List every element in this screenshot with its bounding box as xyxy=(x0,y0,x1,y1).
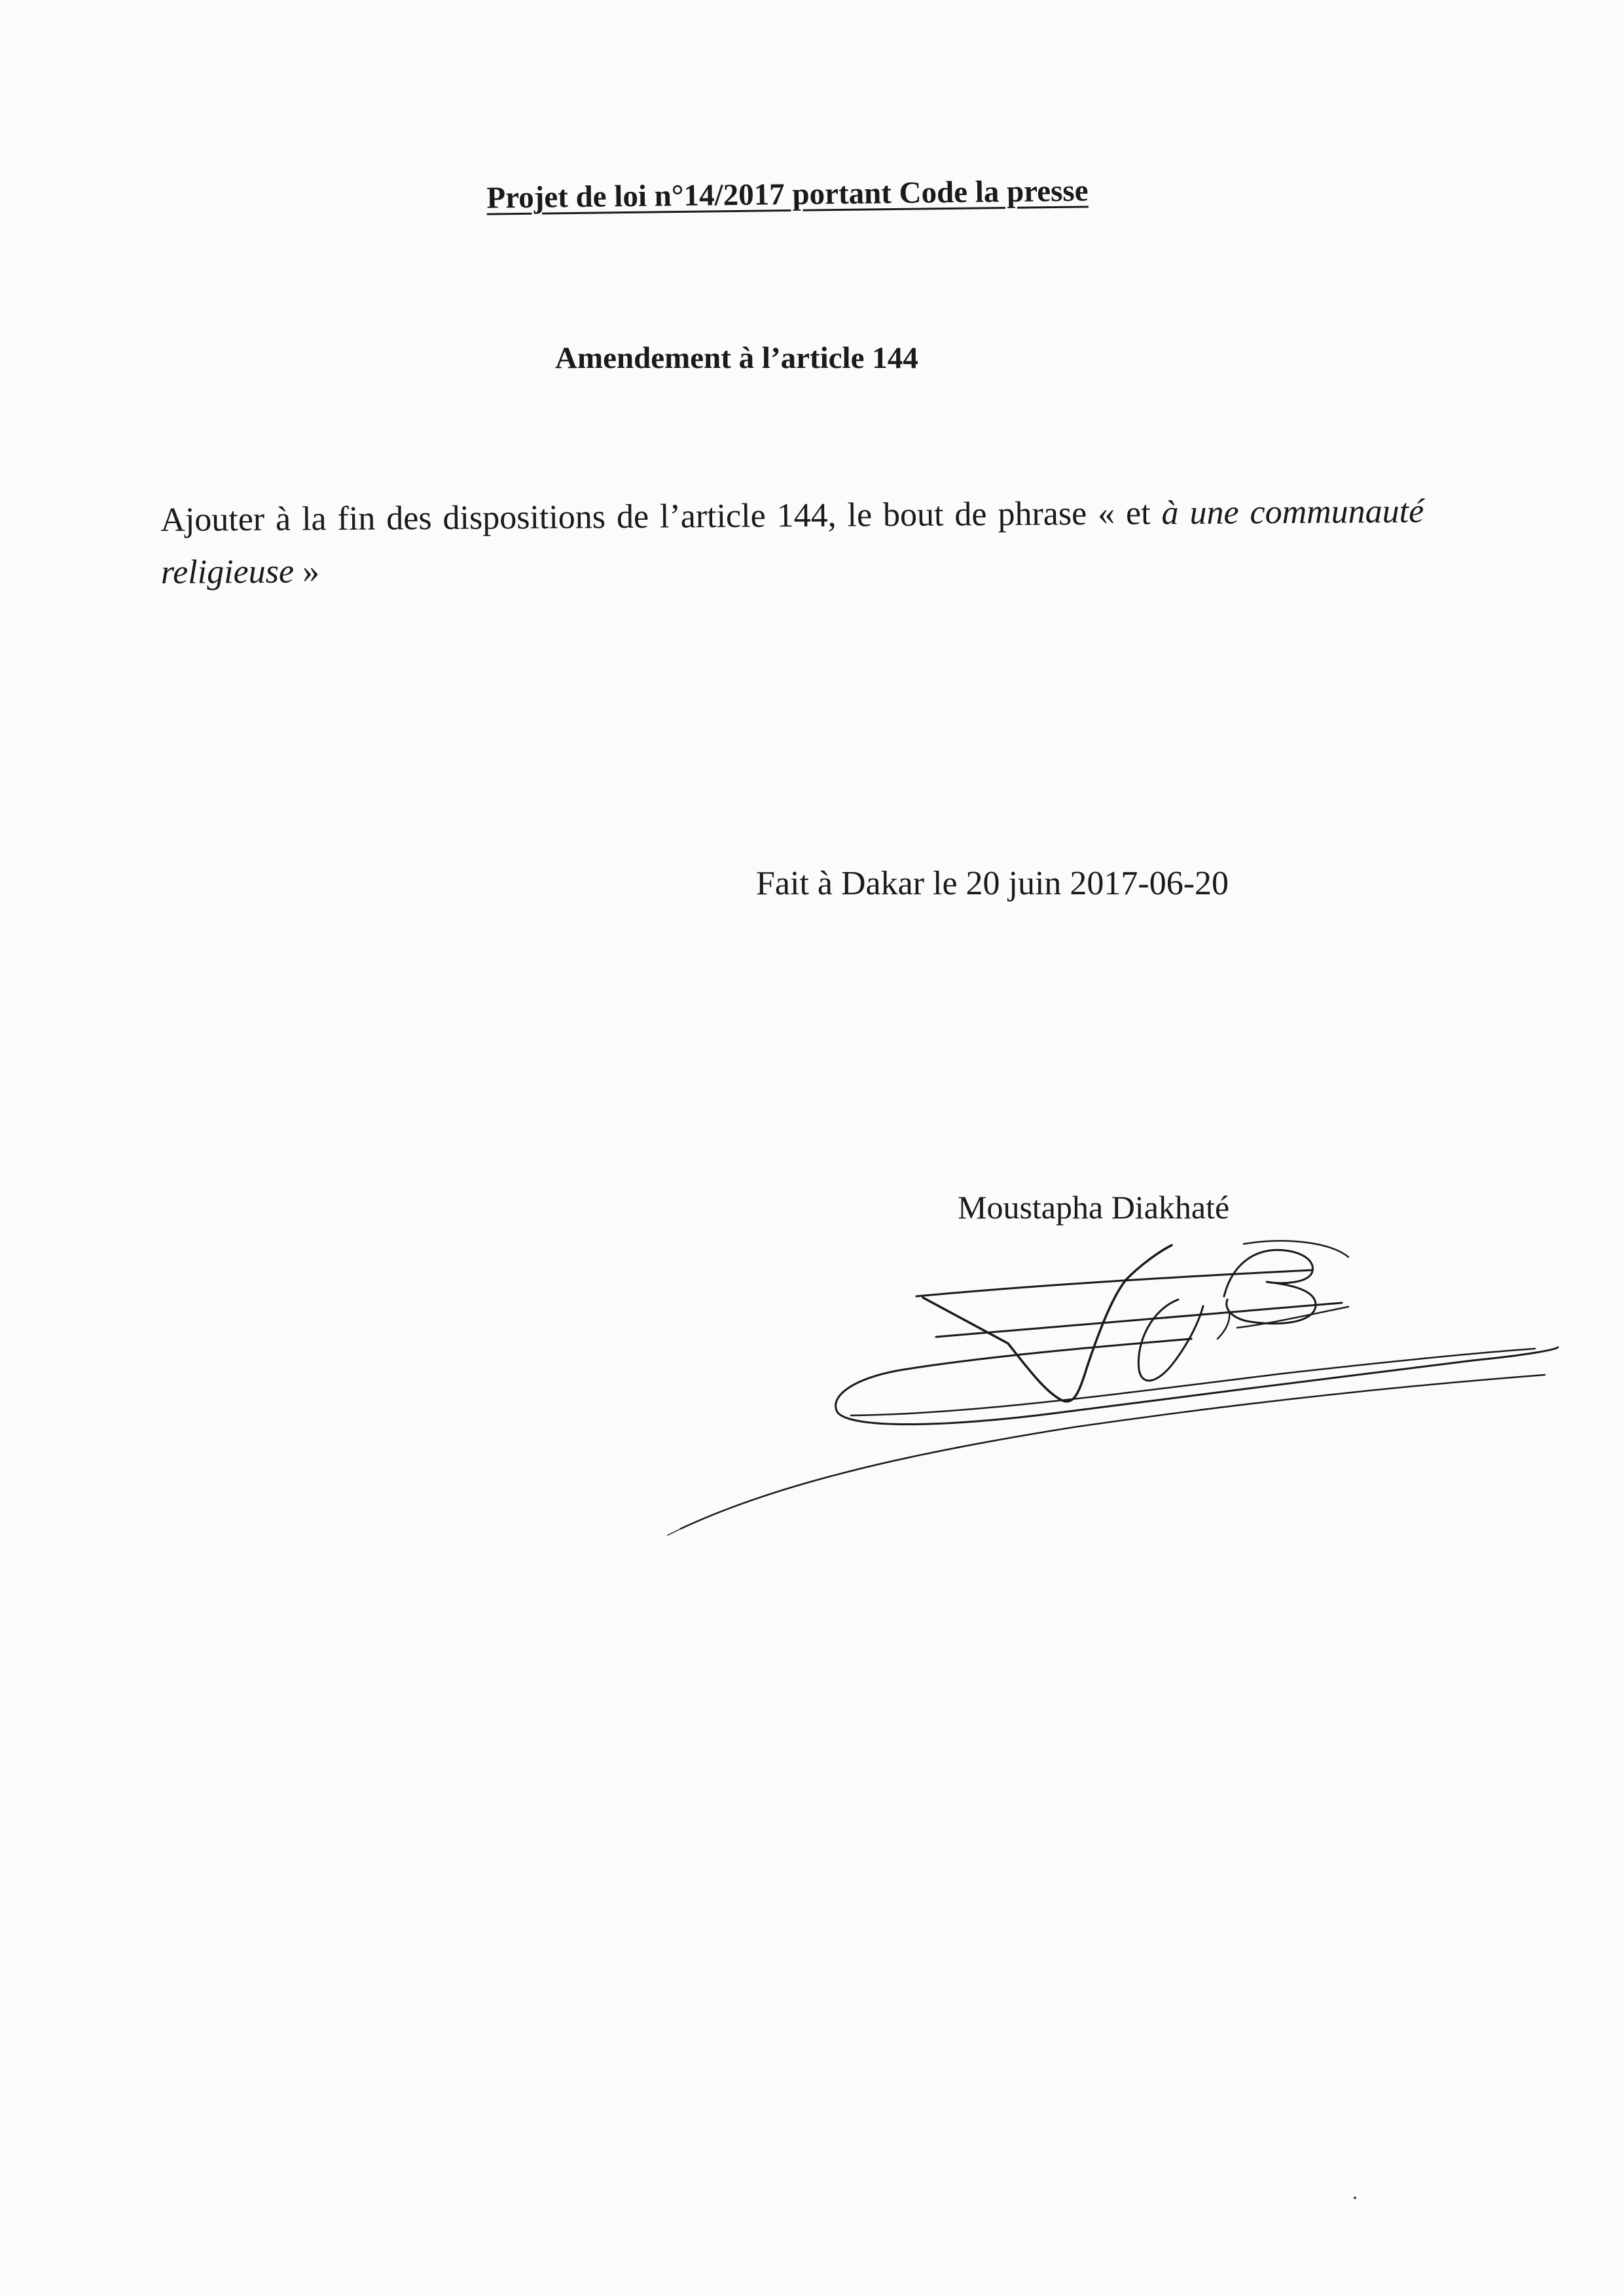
body-text-italic: à une communauté religieuse xyxy=(160,492,1424,591)
document-title-text: Projet de loi n°14/2017 portant Code la presse xyxy=(486,173,1089,215)
amendment-heading: Amendement à l’article 144 xyxy=(555,341,918,375)
handwritten-signature-icon xyxy=(655,1198,1571,1552)
paper-speck xyxy=(1354,2196,1356,2199)
signatory-name: Moustapha Diakhaté xyxy=(958,1189,1230,1226)
place-and-date: Fait à Dakar le 20 juin 2017-06-20 xyxy=(756,865,1229,902)
body-text-regular: Ajouter à la fin des dispositions de l’article 144, le bout de phrase « et xyxy=(160,494,1162,539)
body-text-closing: » xyxy=(293,553,320,591)
amendment-body xyxy=(160,486,1424,599)
document-title xyxy=(71,168,1504,221)
